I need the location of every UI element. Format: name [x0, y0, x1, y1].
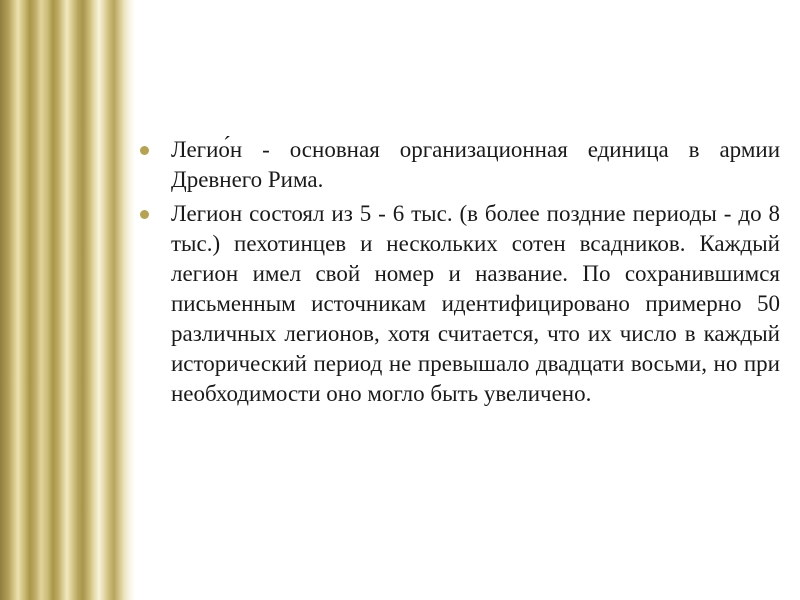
bullet-item-definition [136, 135, 780, 195]
bullet-dot-icon [140, 210, 149, 219]
bullet-dot-icon [140, 146, 149, 155]
accented-letter: о́ [218, 137, 230, 162]
bullet-item-composition [136, 199, 780, 409]
bullet-text: Легион состоял из 5 - 6 тыс. (в более поздние периоды - до 8 тыс.) пехотинцев и нескольких сотен всадников. Каждый легион имел свой номер и название. По сохранившимся письменным источникам идентифицировано примерно 50 различных легионов, хотя считается, что их число в каждый исторический период не превышало двадцати восьми, но при необходимости оно могло быть увеличено. [171, 201, 780, 406]
bullet-text-before: Леги [171, 137, 219, 162]
bullet-text-after: н - основная организационная единица в армии Древнего Рима. [171, 137, 780, 192]
decorative-gold-stripes [0, 0, 135, 600]
slide-body [136, 135, 780, 413]
